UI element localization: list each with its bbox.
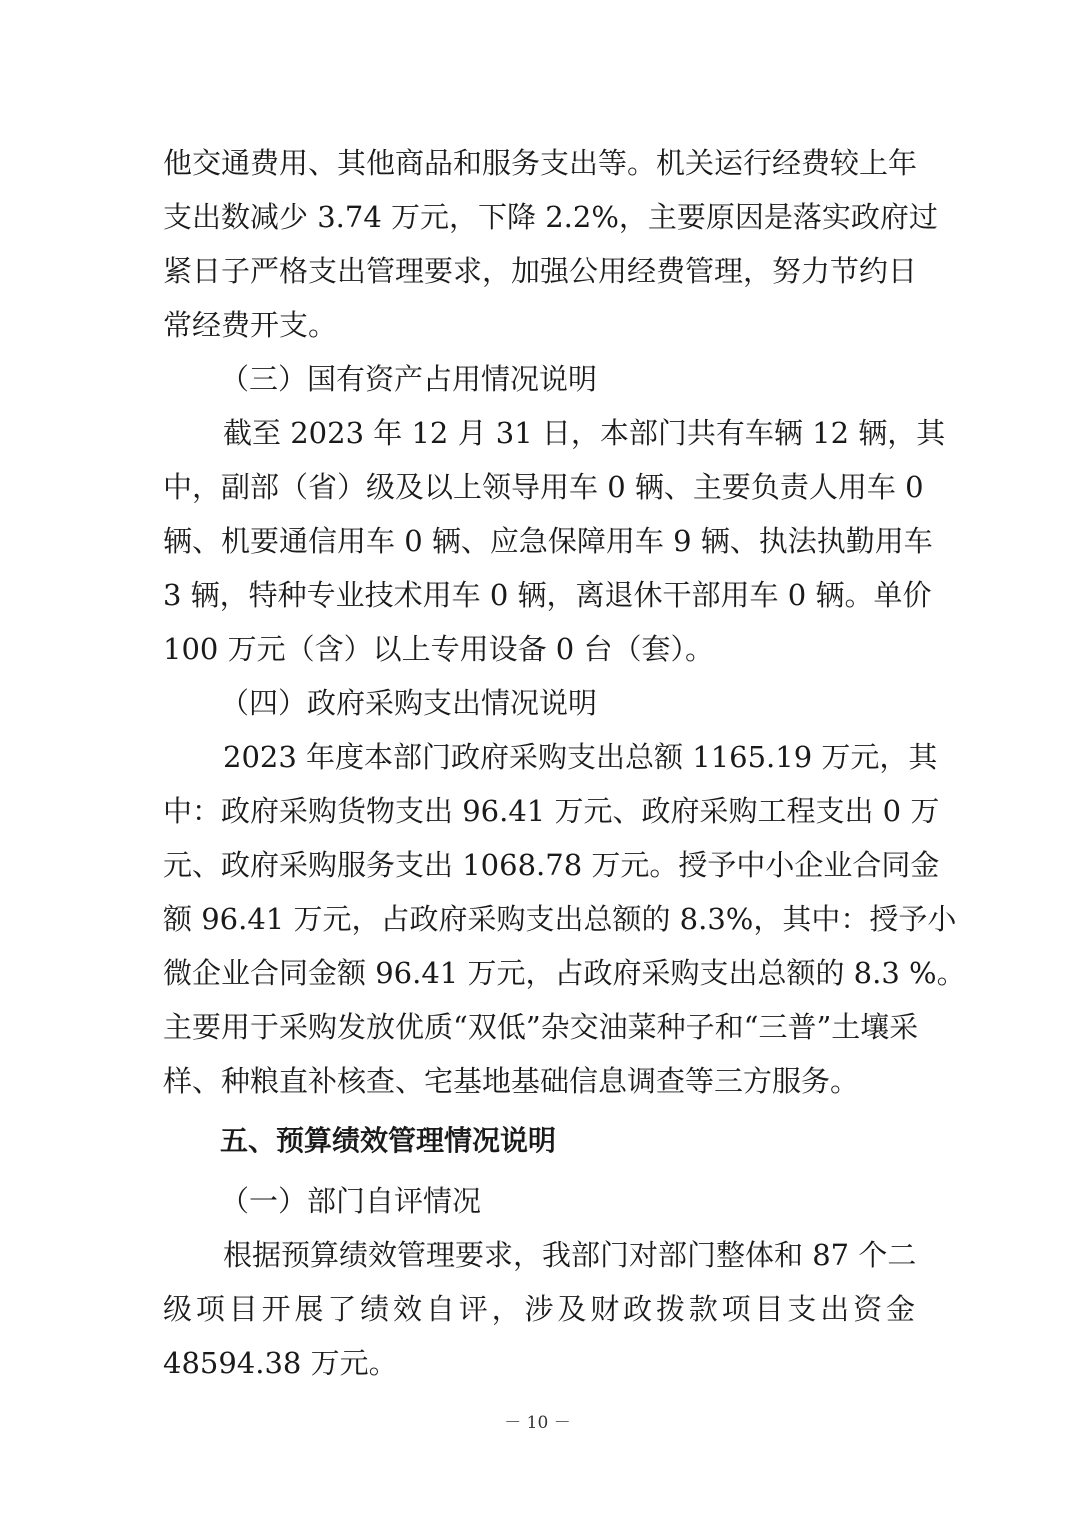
paragraph-operating-expenses [163,136,938,352]
text-line: 主要用于采购发放优质“双低”杂交油菜种子和“三普”土壤采 [163,1010,919,1044]
text-line: 2023 年度本部门政府采购支出总额 1165.19 万元，其 [223,740,938,774]
text-line: 支出数减少 3.74 万元，下降 2.2%，主要原因是落实政府过 [163,200,938,234]
paragraph-self-evaluation [163,1228,915,1390]
text-line: 紧日子严格支出管理要求，加强公用经费管理，努力节约日 [163,254,918,288]
text-line: 中，副部（省）级及以上领导用车 0 辆、主要负责人用车 0 [163,470,924,504]
text-line: 根据预算绩效管理要求，我部门对部门整体和 87 个二 [223,1238,917,1272]
text-line: 额 96.41 万元，占政府采购支出总额的 8.3%，其中：授予小 [163,902,957,936]
text-line: 微企业合同金额 96.41 万元，占政府采购支出总额的 8.3 %。 [163,956,966,990]
paragraph-procurement [163,730,966,1108]
text-line: 100 万元（含）以上专用设备 0 台（套）。 [163,632,714,666]
text-line: 他交通费用、其他商品和服务支出等。机关运行经费较上年 [163,146,918,180]
page-number: － 10 － [504,1413,571,1433]
text-line: 样、种粮直补核查、宅基地基础信息调查等三方服务。 [163,1064,860,1098]
section-heading: 五、预算绩效管理情况说明 [220,1124,557,1157]
text-line: 常经费开支。 [163,308,338,342]
text-line: 中：政府采购货物支出 96.41 万元、政府采购工程支出 0 万 [163,794,940,828]
section-subheading: （一）部门自评情况 [220,1184,482,1218]
text-line: 截至 2023 年 12 月 31 日，本部门共有车辆 12 辆，其 [223,416,946,450]
text-line: 3 辆，特种专业技术用车 0 辆，离退休干部用车 0 辆。单价 [163,578,932,612]
text-line: 辆、机要通信用车 0 辆、应急保障用车 9 辆、执法执勤用车 [163,524,933,558]
text-line: 元、政府采购服务支出 1068.78 万元。授予中小企业合同金 [163,848,940,882]
text-line: 48594.38 万元。 [163,1346,398,1380]
section-subheading: （四）政府采购支出情况说明 [220,686,598,720]
paragraph-state-assets [163,406,946,676]
section-subheading: （三）国有资产占用情况说明 [220,362,598,396]
document-page [163,136,966,1390]
text-line: 级项目开展了绩效自评，涉及财政拨款项目支出资金 [163,1292,915,1326]
